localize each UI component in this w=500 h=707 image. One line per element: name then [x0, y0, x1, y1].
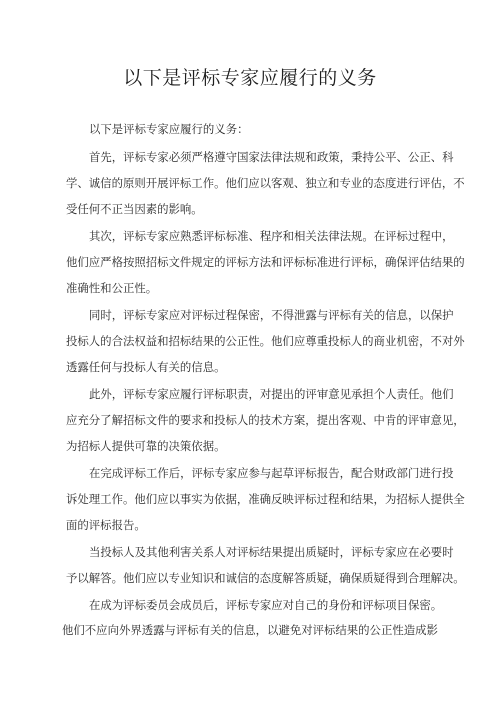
- paragraph-line: 予以解答。他们应以专业知识和诚信的态度解答质疑，确保质疑得到合理解决。: [66, 571, 465, 585]
- paragraph-line: 透露任何与投标人有关的信息。: [66, 360, 226, 374]
- paragraph-line: 其次，评标专家应熟悉评标标准、程序和相关法律法规。在评标过程中，: [89, 229, 454, 243]
- paragraph-line: 为招标人提供可靠的决策依据。: [66, 439, 226, 453]
- paragraph-line: 准确性和公正性。: [66, 281, 158, 295]
- intro-line: 以下是评标专家应履行的义务：: [89, 122, 249, 136]
- paragraph-line: 在成为评标委员会成员后，评标专家应对自己的身份和评标项目保密。: [89, 598, 443, 612]
- paragraph-line: 同时，评标专家应对评标过程保密，不得泄露与评标有关的信息，以保护: [89, 308, 454, 322]
- paragraph-line: 首先，评标专家必须严格遵守国家法律法规和政策，秉持公平、公正、科: [89, 150, 454, 164]
- paragraph-line: 受任何不正当因素的影响。: [66, 202, 203, 216]
- paragraph-line: 他们不应向外界透露与评标有关的信息，以避免对评标结果的公正性造成影: [62, 623, 438, 637]
- paragraph-line: 面的评标报告。: [66, 518, 146, 532]
- paragraph-line: 当投标人及其他利害关系人对评标结果提出质疑时，评标专家应在必要时: [89, 545, 454, 559]
- paragraph-line: 投标人的合法权益和招标结果的公正性。他们应尊重投标人的商业机密，不对外: [66, 334, 465, 348]
- paragraph-line: 诉处理工作。他们应以事实为依据，准确反映评标过程和结果，为招标人提供全: [66, 492, 465, 506]
- paragraph-line: 此外，评标专家应履行评标职责，对提出的评审意见承担个人责任。他们: [89, 387, 454, 401]
- paragraph-line: 应充分了解招标文件的要求和投标人的技术方案，提出客观、中肯的评审意见，: [66, 413, 465, 427]
- document-title: 以下是评标专家应履行的义务: [123, 67, 377, 89]
- paragraph-line: 学、诚信的原则开展评标工作。他们应以客观、独立和专业的态度进行评估，不: [66, 176, 465, 190]
- paragraph-line: 在完成评标工作后，评标专家应参与起草评标报告，配合财政部门进行投: [89, 466, 454, 480]
- paragraph-line: 他们应严格按照招标文件规定的评标方法和评标标准进行评标，确保评估结果的: [66, 255, 465, 269]
